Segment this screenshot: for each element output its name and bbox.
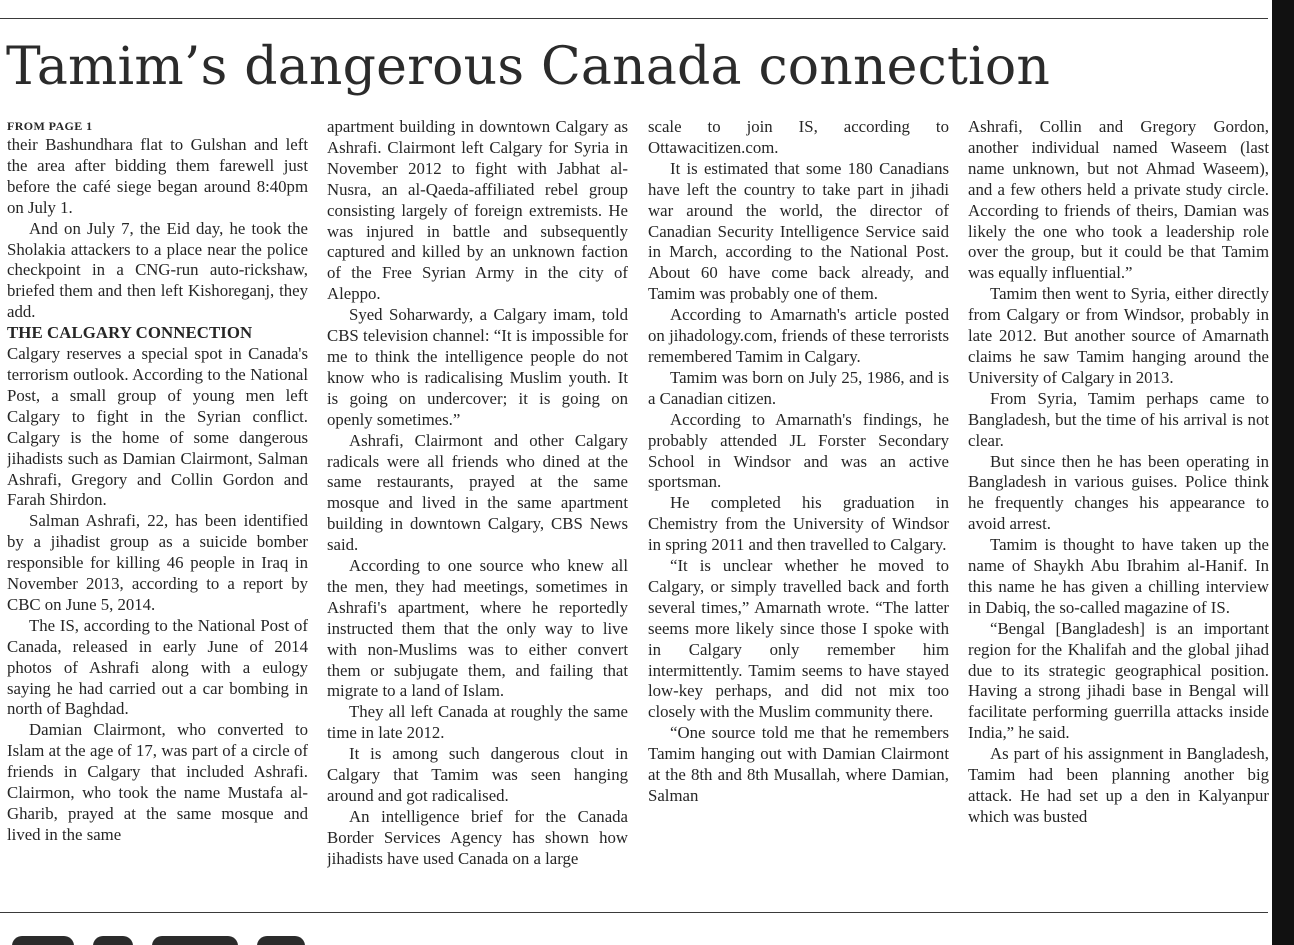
paragraph: An intelligence brief for the Canada Border Services Agency has shown how jihadists have used Canada on a large: [327, 806, 628, 868]
article-column-1: [7, 116, 308, 891]
bottom-rule: [0, 912, 1268, 913]
paragraph: According to one source who knew all the men, they had meetings, sometimes in Ashrafi's apartment, where he reportedly instructed them that the only way to live with non-Muslims was to either convert them or subjugate them, and failing that migrate to a land of Islam.: [327, 556, 628, 701]
paragraph: He completed his graduation in Chemistry from the University of Windsor in spring 2011 and then travelled to Calgary.: [648, 493, 949, 555]
paragraph: As part of his assignment in Bangladesh, Tamim had been planning another big attack. He had set up a den in Kalyanpur which was busted: [968, 744, 1269, 826]
paragraph: Tamim then went to Syria, either directly from Calgary or from Windsor, probably in late 2012. But another source of Amarnath claims he saw Tamim hanging around the University of Calgary in 2013.: [968, 284, 1269, 387]
top-rule: [0, 18, 1268, 19]
glyph-fragment: [12, 936, 74, 945]
next-headline-fragment: [12, 922, 392, 945]
paragraph: apartment building in downtown Calgary as Ashrafi. Clairmont left Calgary for Syria in November 2012 to fight with Jabhat al-Nusra, an al-Qaeda-affiliated rebel group consisting largely of foreign extremists. He was injured in battle and subsequently captured and killed by an unknown faction of the Free Syrian Army in the city of Aleppo.: [327, 117, 628, 304]
glyph-fragment: [152, 936, 238, 945]
paragraph: They all left Canada at roughly the same time in late 2012.: [327, 702, 628, 743]
paragraph: From Syria, Tamim perhaps came to Bangladesh, but the time of his arrival is not clear.: [968, 388, 1269, 450]
paragraph: And on July 7, the Eid day, he took the Sholakia attackers to a place near the police checkpoint in a CNG-run auto-rickshaw, briefed them and then left Kishoreganj, they add.: [7, 218, 308, 322]
paragraph: “It is unclear whether he moved to Calgary, or simply travelled back and forth several times,” Amarnath wrote. “The latter seems more likely since those I spoke with in Calgary only remember him intermittently. Tamim seems to have stayed low-key perhaps, and did not mix too closely with the Muslim community there.: [648, 556, 949, 722]
glyph-fragment: [93, 936, 133, 945]
paragraph: Ashrafi, Clairmont and other Calgary radicals were all friends who dined at the same restaurants, prayed at the same mosque and lived in the same apartment building in downtown Calgary, CBS News said.: [327, 430, 628, 555]
paragraph: Salman Ashrafi, 22, has been identified by a jihadist group as a suicide bomber responsible for killing 46 people in Iraq in November 2013, according to a report by CBC on June 5, 2014.: [7, 511, 308, 614]
paragraph: their Bashundhara flat to Gulshan and left the area after bidding them farewell just before the café siege began around 8:40pm on July 1.: [7, 135, 308, 217]
paragraph: Ashrafi, Collin and Gregory Gordon, another individual named Waseem (last name unknown, but not Ahmad Waseem), and a few others held a private study circle. According to friends of theirs, Damian was likely the one who took a leadership role over the group, but it could be that Tamim was equally influential.”: [968, 117, 1269, 283]
glyph-fragment: [257, 936, 305, 945]
page-edge-shadow: [1272, 0, 1294, 945]
headline: Tamim’s dangerous Canada connection: [6, 37, 1051, 97]
paragraph: scale to join IS, according to Ottawacitizen.com.: [648, 117, 949, 157]
paragraph: The IS, according to the National Post of Canada, released in early June of 2014 photos of Ashrafi along with a eulogy saying he had carried out a car bombing in north of Baghdad.: [7, 615, 308, 719]
jump-line: FROM PAGE 1: [7, 119, 93, 133]
paragraph: It is among such dangerous clout in Calgary that Tamim was seen hanging around and got radicalised.: [327, 744, 628, 805]
paragraph: “One source told me that he remembers Tamim hanging out with Damian Clairmont at the 8th and 8th Musallah, where Damian, Salman: [648, 723, 949, 805]
paragraph: Damian Clairmont, who converted to Islam at the age of 17, was part of a circle of friends in Calgary that included Ashrafi. Clairmon, who took the name Mustafa al-Gharib, prayed at the same mosque and lived in the same: [7, 720, 308, 844]
article-column-3: [648, 117, 949, 892]
paragraph: Tamim is thought to have taken up the name of Shaykh Abu Ibrahim al-Hanif. In this name he has given a chilling interview in Dabiq, the so-called magazine of IS.: [968, 535, 1269, 617]
paragraph: Tamim was born on July 25, 1986, and is a Canadian citizen.: [648, 367, 949, 408]
paragraph: According to Amarnath's article posted on jihadology.com, friends of these terrorists remembered Tamim in Calgary.: [648, 305, 949, 366]
paragraph: According to Amarnath's findings, he probably attended JL Forster Secondary School in Windsor and was an active sportsman.: [648, 409, 949, 492]
paragraph: Syed Soharwardy, a Calgary imam, told CBS television channel: “It is impossible for me to think the intelligence people do not know who is radicalising Muslim youth. It is going on undercover; it is going on openly sometimes.”: [327, 305, 628, 429]
paragraph: But since then he has been operating in Bangladesh in various guises. Police think he frequently changes his appearance to avoid arrest.: [968, 451, 1269, 534]
paragraph: Calgary reserves a special spot in Canada's terrorism outlook. According to the National Post, a small group of young men left Calgary to fight in the Syrian conflict. Calgary is the home of some dangerous jihadists such as Damian Clairmont, Salman Ashrafi, Gregory and Collin Gordon and Farah Shirdon.: [7, 344, 308, 510]
article-column-4: [968, 117, 1269, 892]
subhead: THE CALGARY CONNECTION: [7, 323, 253, 343]
paragraph: “Bengal [Bangladesh] is an important region for the Khalifah and the global jihad due to its strategic geographical position. Having a strong jihadi base in Bengal will facilitate performing guerrilla attacks inside India,” he said.: [968, 618, 1269, 743]
paragraph: It is estimated that some 180 Canadians have left the country to take part in jihadi war around the world, the director of Canadian Security Intelligence Service said in March, according to the National Post. About 60 have come back already, and Tamim was probably one of them.: [648, 158, 949, 304]
article-column-2: [327, 117, 628, 892]
